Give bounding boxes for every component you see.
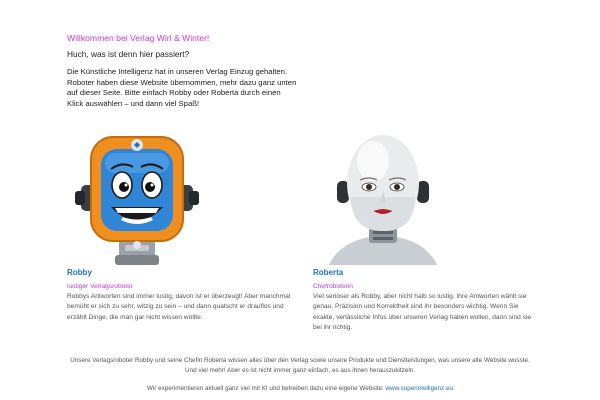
footer-experiment-label: Wir experimentieren aktuell ganz viel mit KI und betreiben dazu eine eigene Website:	[146, 385, 386, 392]
intro-section	[67, 33, 297, 109]
robot-description-roberta: Viel seriöser als Robby, aber nicht halb so lustig. Ihre Antworten wählt sie genau, Präzision und Korrektheit sind ihr besonders wichtig. Wenn Sie exakte, verlässliche Infos über unseren Verlag haben wollen, dann sind sie bei ihr richtig.	[313, 293, 532, 332]
intro-text: Die Künstliche Intelligenz hat in unseren Verlag Einzug gehalten. Roboter haben diese Website übernommen, mehr dazu ganz unten auf dieser Seite. Bitte einfach Robby oder Roberta durch einen Klick auswählen – und dann viel Spaß!	[67, 67, 297, 108]
robot-role-robby: lustiger Verlagsroboter	[67, 283, 133, 290]
footer	[0, 356, 600, 394]
superintelligenz-link[interactable]: www.superintelligenz.eu	[385, 385, 454, 392]
roberta-image[interactable]	[313, 127, 453, 265]
robot-description-robby: Robbys Antworten sind immer lustig, davon ist er überzeugt! Aber manchmal bemüht er sich zu sehr, witzig zu sein – und dann quatscht er drauflos und erzählt Dinge, die man gar nicht wissen wollte.	[67, 293, 291, 321]
robot-name-robby[interactable]: Robby	[67, 268, 92, 277]
robby-image[interactable]	[67, 127, 207, 265]
footer-experiment-text	[0, 384, 600, 394]
welcome-heading: Willkommen bei Verlag Wirl & Winter!	[67, 33, 210, 43]
robot-card-roberta[interactable]	[313, 127, 543, 334]
intro-question: Huch, was ist denn hier passiert?	[67, 49, 190, 59]
robot-role-roberta: Chefroboterin	[313, 283, 353, 290]
robot-name-roberta[interactable]: Roberta	[313, 268, 344, 277]
footer-text: Unsere Verlagsroboter Robby und seine Chefin Roberta wissen alles über den Verlag sowie unsere Produkte und Dienstleistungen, was unsere alte Website wusste. Und viel mehr! Aber es ist nicht immer ganz einfach, es aus ihnen herauszukitzeln.	[70, 357, 530, 374]
robot-card-robby[interactable]	[67, 127, 297, 323]
